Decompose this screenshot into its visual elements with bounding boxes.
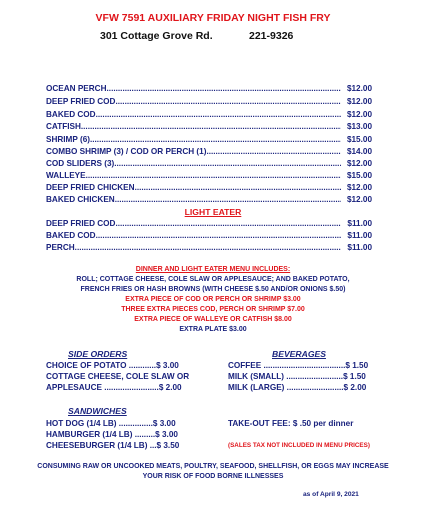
address: 301 Cottage Grove Rd. — [100, 30, 213, 42]
side-order-line: APPLESAUCE ........................$ 2.00 — [46, 383, 182, 392]
extra-option: EXTRA PIECE OF WALLEYE OR CATFISH $8.00 — [134, 316, 292, 323]
food-safety-warning: YOUR RISK OF FOOD BORNE ILLNESSES — [142, 473, 284, 480]
menu-item: COMBO SHRIMP (3) / COD OR PERCH (1) ..... $14.00 — [46, 147, 372, 159]
side-orders-heading: SIDE ORDERS — [68, 349, 128, 359]
menu-item: DEEP FRIED CHICKEN ..... $12.00 — [46, 183, 372, 195]
menu-item: BAKED CHICKEN ..... $12.00 — [46, 195, 372, 207]
menu-item: BAKED COD ..... $12.00 — [46, 110, 372, 122]
menu-item: COD SLIDERS (3) ..... $12.00 — [46, 159, 372, 171]
menu-item: DEEP FRIED COD ..... $12.00 — [46, 97, 372, 109]
side-order-line: COTTAGE CHEESE, COLE SLAW OR — [46, 372, 190, 381]
phone-number: 221-9326 — [249, 30, 294, 42]
menu-title: VFW 7591 AUXILIARY FRIDAY NIGHT FISH FRY — [95, 12, 331, 24]
side-order-line: CHOICE OF POTATO ............$ 3.00 — [46, 361, 179, 370]
menu-item: SHRIMP (6) ..... $15.00 — [46, 135, 372, 147]
includes-heading: DINNER AND LIGHT EATER MENU INCLUDES: — [135, 266, 291, 273]
sandwich-line: HOT DOG (1/4 LB) ...............$ 3.00 — [46, 419, 176, 428]
beverages-heading: BEVERAGES — [272, 349, 326, 359]
menu-item: BAKED COD ..... $11.00 — [46, 231, 372, 243]
beverage-line: MILK (LARGE) .........................$ 2.00 — [228, 383, 367, 392]
beverage-line: MILK (SMALL) .........................$ 1.50 — [228, 372, 366, 381]
takeout-fee: TAKE-OUT FEE: $ .50 per dinner — [228, 419, 354, 428]
food-safety-warning: CONSUMING RAW OR UNCOOKED MEATS, POULTRY, SEAFOOD, SHELLFISH, OR EGGS MAY INCREASE — [37, 463, 389, 470]
tax-note: (SALES TAX NOT INCLUDED IN MENU PRICES) — [228, 442, 370, 449]
menu-item: WALLEYE ..... $15.00 — [46, 171, 372, 183]
extra-plate: EXTRA PLATE $3.00 — [179, 326, 247, 333]
menu-item: PERCH ..... $11.00 — [46, 243, 372, 255]
menu-item: CATFISH ..... $13.00 — [46, 122, 372, 134]
menu-item: DEEP FRIED COD ..... $11.00 — [46, 219, 372, 231]
effective-date: as of April 9, 2021 — [303, 491, 359, 498]
includes-line: ROLL; COTTAGE CHEESE, COLE SLAW OR APPLESAUCE; AND BAKED POTATO, — [76, 276, 350, 283]
sandwich-line: CHEESEBURGER (1/4 LB) ...$ 3.50 — [46, 441, 180, 450]
extra-option: THREE EXTRA PIECES COD, PERCH OR SHRIMP $7.00 — [121, 306, 305, 313]
menu-item: OCEAN PERCH ..... $12.00 — [46, 84, 372, 96]
light-eater-heading: LIGHT EATER — [184, 207, 242, 217]
sandwich-line: HAMBURGER (1/4 LB) .........$ 3.00 — [46, 430, 178, 439]
extra-option: EXTRA PIECE OF COD OR PERCH OR SHRIMP $3.00 — [125, 296, 301, 303]
beverage-line: COFFEE ....................................$ 1.50 — [228, 361, 369, 370]
includes-line: FRENCH FRIES OR HASH BROWNS (WITH CHEESE $.50 AND/OR ONIONS $.50) — [80, 286, 346, 293]
sandwiches-heading: SANDWICHES — [68, 406, 127, 416]
